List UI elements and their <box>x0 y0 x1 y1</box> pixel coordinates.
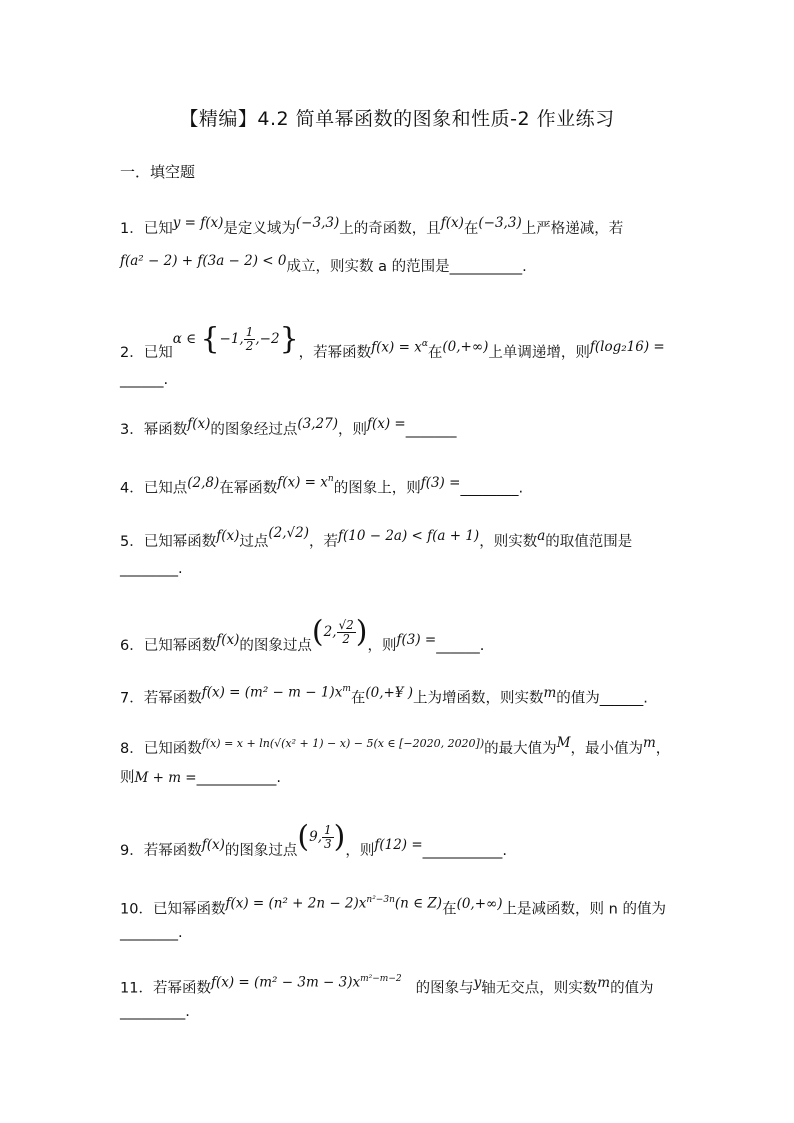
question-3: 3．幂函数f(x)的图象经过点(3,27)，则f(x) =_______ <box>120 416 457 438</box>
question-10-cont: ________. <box>120 925 183 941</box>
question-10: 10．已知幂函数$f(x) = (n^2 + 2n - 2)x^{n^2-3n}(n$ ∈ Z)在(0,+∞)上是减函数，则 n 的值为 <box>120 895 666 918</box>
question-2-cont: ______. <box>120 372 169 388</box>
question-1: 1．已知y = f(x)是定义域为(−3,3)上的奇函数，且f(x)在(−3,3)上严格递减，若 <box>120 215 624 237</box>
question-1-cont: f(a² − 2) + f(3a − 2) < 0成立，则实数 a 的范围是__________. <box>120 253 527 275</box>
document-title: 【精编】4.2 简单幂函数的图象和性质-2 作业练习 <box>179 108 615 130</box>
question-7: 7．若幂函数$f(x) = (m^2 - m - 1)x^m$在(0,+¥ )上为增函数，则实数m的值为______. <box>120 684 648 707</box>
section-heading: 一．填空题 <box>120 163 196 181</box>
question-8-cont: 则M + m =___________. <box>120 770 281 786</box>
question-9: 9．若幂函数f(x)的图象过点(9, $\frac{1}{3}$ )，则f(12) =___________. <box>120 819 508 859</box>
alpha-set: α ∈ {−1, $\frac{1}{2}$ ,−2} <box>172 321 299 357</box>
question-2: 2．已知α ∈ {−1, $\frac{1}{2}$ ,−2}，若幂函数$f(x) = x^\alpha$在(0,+∞)上单调递增，则f(log₂16) = <box>120 321 665 361</box>
question-5-cont: ________. <box>120 561 183 577</box>
question-6: 6．已知幂函数f(x)的图象过点(2, $\frac{√2}{2}$ )，则f(3) =______. <box>120 614 485 654</box>
question-4: 4．已知点(2,8)在幂函数$f(x) = x^n$的图象上，则f(3) =________. <box>120 474 524 497</box>
question-11-cont: _________. <box>120 1004 190 1020</box>
question-5: 5．已知幂函数f(x)过点(2,√2)，若f(10 − 2a) < f(a + 1)，则实数a的取值范围是 <box>120 525 633 550</box>
question-8: 8．已知函数f(x) = x + ln(√(x² + 1) − x) − 5(x ∈ [−2020, 2020])的最大值为M，最小值为m， <box>120 735 671 757</box>
question-11: 11．若幂函数$f(x) = (m^2 - 3m - 3)x^{m^2-m-2}$的图象与y轴无交点，则实数m的值为 <box>120 974 654 997</box>
